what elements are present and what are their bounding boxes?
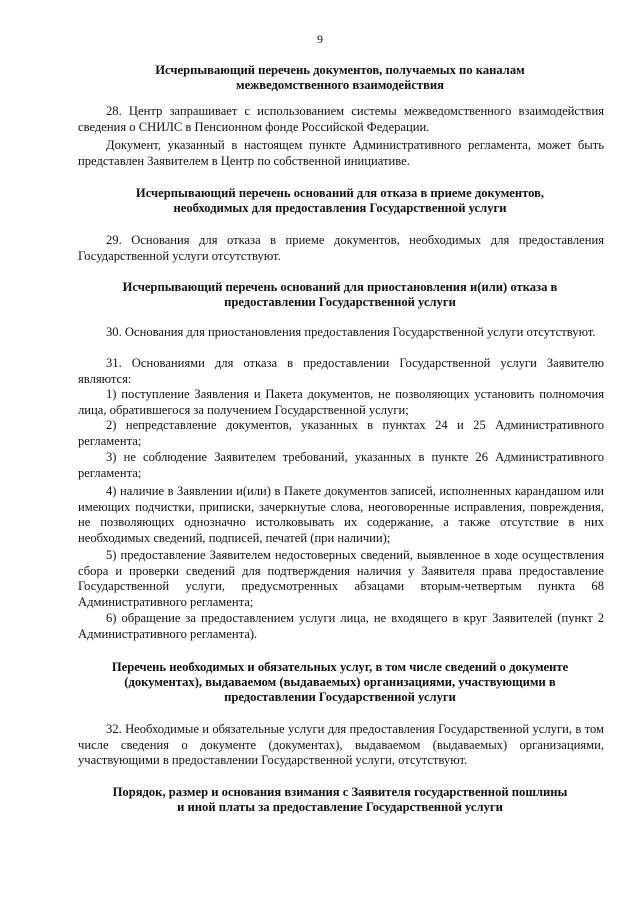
paragraph-31-item-5: 5) предоставление Заявителем недостоверных сведений, выявленное в ходе осуществления сбора и проверки сведений для подтверждения наличия у Заявителя права предоставление Государственной услуги, предусмотренных абзацами вторым-четвертым пункта 68 Административного регламента;: [78, 548, 604, 609]
paragraph-32: 32. Необходимые и обязательные услуги для предоставления Государственной услуги, в том числе сведения о документе (документах), выдаваемом (выдаваемых) организациями, участвующими в предоставлении Государственной услуги, отсутствуют.: [78, 722, 604, 767]
paragraph-30: 30. Основания для приостановления предоставления Государственной услуги отсутствуют.: [106, 325, 596, 339]
section-heading-inter-agency-documents: Исчерпывающий перечень документов, получаемых по каналам межведомственного взаимодействия: [155, 63, 525, 92]
paragraph-31-item-2: 2) непредставление документов, указанных в пунктах 24 и 25 Административного регламента;: [78, 418, 604, 448]
paragraph-28-note: Документ, указанный в настоящем пункте Административного регламента, может быть представлен Заявителем в Центр по собственной инициативе.: [78, 138, 604, 168]
section-heading-state-duty: Порядок, размер и основания взимания с Заявителя государственной пошлины и иной платы за предоставление Государственной услуги: [112, 785, 568, 814]
paragraph-31-item-4: 4) наличие в Заявлении и(или) в Пакете документов записей, исполненных карандашом или имеющих подчистки, приписки, зачеркнутые слова, неоговоренные исправления, повреждения, не позволяющих однозначно истолковывать их содержание, а также отсутствие в них необходимых сведений, подписей, печатей (при наличии);: [78, 484, 604, 545]
paragraph-28: 28. Центр запрашивает с использованием системы межведомственного взаимодействия сведения о СНИЛС в Пенсионном фонде Российской Федерации.: [78, 104, 604, 134]
paragraph-29: 29. Основания для отказа в приеме документов, необходимых для предоставления Государственной услуги отсутствуют.: [78, 233, 604, 263]
section-heading-suspension-refusal: Исчерпывающий перечень оснований для приостановления и(или) отказа в предоставлении Государственной услуги: [122, 280, 558, 309]
section-heading-required-services: Перечень необходимых и обязательных услуг, в том числе сведений о документе (документах), выдаваемом (выдаваемых) организациями, участвующими в предоставлении Государственной услуги: [111, 660, 569, 704]
page-number: 9: [317, 32, 323, 46]
paragraph-31: 31. Основаниями для отказа в предоставлении Государственной услуги Заявителю являются:: [78, 356, 604, 386]
paragraph-31-item-6: 6) обращение за предоставлением услуги лица, не входящего в круг Заявителей (пункт 2 Административного регламента).: [78, 611, 604, 641]
section-heading-refusal-acceptance: Исчерпывающий перечень оснований для отказа в приеме документов, необходимых для предоставления Государственной услуги: [135, 186, 545, 215]
paragraph-31-item-3: 3) не соблюдение Заявителем требований, указанных в пункте 26 Административного регламента;: [78, 450, 604, 480]
paragraph-31-item-1: 1) поступление Заявления и Пакета документов, не позволяющих установить полномочия лица, обратившегося за получением Государственной услуги;: [78, 387, 604, 417]
